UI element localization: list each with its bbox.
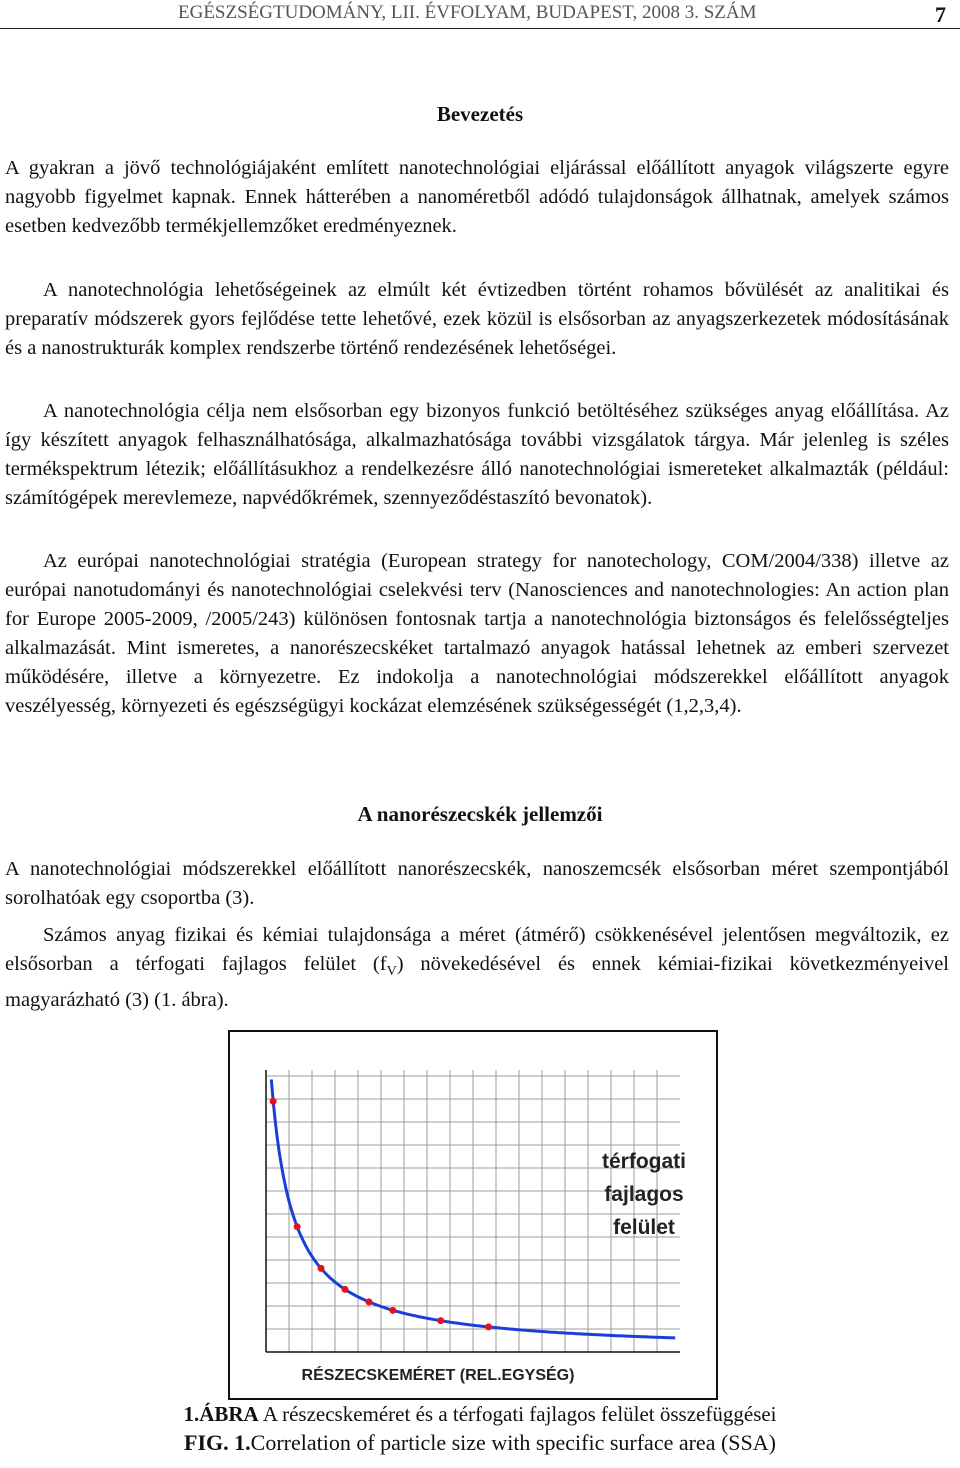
ylabel-line-1: térfogati — [602, 1150, 686, 1173]
data-point-2 — [294, 1223, 301, 1230]
data-point-4 — [341, 1286, 348, 1293]
header-rule — [0, 28, 960, 29]
caption-hu-text: A részecskeméret és a térfogati fajlagos felület összefüggései — [258, 1402, 777, 1426]
nano-paragraph-2-end: ) növekedésével és ennek kémiai-fizikai következményeivel magyarázható (3) (1. ábra). — [5, 953, 949, 1012]
data-point-3 — [318, 1265, 325, 1272]
caption-hu-label: 1.ÁBRA — [183, 1402, 259, 1426]
subscript-v: V — [386, 964, 397, 980]
ylabel-line-2: fajlagos — [604, 1183, 684, 1206]
intro-paragraph-1: A gyakran a jövő technológiájaként említett nanotechnológiai eljárással előállított anyagok világszerte egyre nagyobb figyelmet kapnak. Ennek hátterében a nanoméretből adódó tulajdonságok állhatnak, amelyek számos esetben kedvezőbb termékjellemzőket eredményeznek. — [5, 157, 949, 237]
page-number: 7 — [935, 2, 946, 27]
intro-paragraph-3: A nanotechnológia célja nem elsősorban egy bizonyos funkció betöltéséhez szükséges anyag előállítása. Az így készített anyagok felhasználhatósága, alkalmazhatósága további vizsgálatok tárgya. Már jelenleg is széles termékspektrum létezik; előállításukhoz a rendelkezésre álló nanotechnológiai ismereteket alkalmazták (például: számítógépek merevlemeze, napvédőkrémek, szennyeződéstaszító bevonatok). — [5, 400, 949, 509]
figure-1 — [228, 1030, 718, 1400]
page-header — [0, 0, 960, 30]
journal-running-head: EGÉSZSÉGTUDOMÁNY, LII. ÉVFOLYAM, BUDAPEST, 2008 3. SZÁM — [178, 2, 757, 23]
intro-paragraph-2: A nanotechnológia lehetőségeinek az elmúlt két évtizedben történt rohamos bővülését az analitikai és preparatív módszerek gyors fejlődése tette lehetővé, ezek közül is elsősorban az anyagszerkezetek módosításának és a nanostrukturák komplex rendszerbe történő rendezésének lehetőségei. — [5, 279, 949, 359]
nano-paragraph-1: A nanotechnológiai módszerekkel előállított nanorészecskék, nanoszemcsék elsősorban méret szempontjából sorolhatóak egy csoportba (3). — [5, 858, 949, 909]
data-point-7 — [437, 1317, 444, 1324]
intro-paragraph-4: Az európai nanotechnológiai stratégia (European strategy for nanotechology, COM/2004/338) illetve az európai nanotudományi és nanotechnológiai cselekvési terv (Nanosciences and nanotechnologies: An action plan for Europe 2005-2009, /2005/243) különösen fontosnak tartja a nanotechnológia biztonságos és felelősségteljes alkalmazását. Mint ismeretes, a nanorészecskéket tartalmazó anyagok hatással lehetnek az emberi szervezet működésére, illetve a környezetre. Ez indokolja a nanotechnológiai módszerekkel előállított anyagok veszélyesség, környezeti és egészségügyi kockázat elemzésének szükségességét (1,2,3,4). — [5, 550, 949, 717]
nano-paragraph-2-start: Számos anyag fizikai és kémiai tulajdonsága a méret (átmérő) csökkenésével jelentősen megváltozik, ez elsősorban a térfogati fajlagos felület (f — [5, 924, 949, 975]
caption-hu — [0, 1402, 960, 1427]
x-axis-label: RÉSZECSKEMÉRET (REL.EGYSÉG) — [301, 1367, 575, 1384]
section-heading-bevezetes: Bevezetés — [436, 102, 524, 126]
caption-en-label: FIG. 1. — [184, 1430, 251, 1455]
caption-en-text: Correlation of particle size with specific surface area (SSA) — [250, 1430, 776, 1455]
data-point-5 — [365, 1298, 372, 1305]
data-point-8 — [485, 1323, 492, 1330]
nano-paragraph-2 — [5, 921, 949, 1015]
ylabel-line-3: felület — [613, 1216, 675, 1239]
data-point-6 — [389, 1307, 396, 1314]
section-heading-nanoreszecskek: A nanorészecskék jellemzői — [357, 802, 603, 826]
figure-1-chart — [228, 1030, 718, 1400]
caption-en — [0, 1430, 960, 1456]
data-point-1 — [270, 1098, 277, 1105]
